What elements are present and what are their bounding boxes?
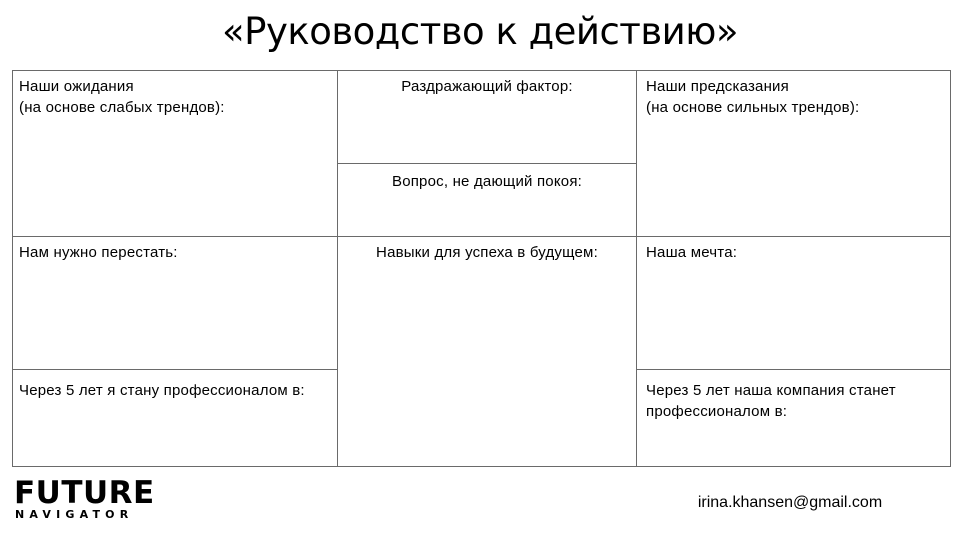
contact-email: irina.khansen@gmail.com (697, 494, 883, 511)
cell-skills: Навыки для успеха в будущем: (376, 244, 598, 261)
cell-question: Вопрос, не дающий покоя: (391, 173, 583, 190)
grid-divider-v2 (636, 70, 637, 467)
cell-company-5y-line1: Через 5 лет наша компания станет (646, 382, 896, 399)
grid-border-top (12, 70, 951, 71)
cell-expectations (19, 76, 225, 118)
cell-irritant: Раздражающий фактор: (401, 78, 573, 95)
cell-company-5y (646, 380, 896, 422)
cell-dream: Наша мечта: (646, 244, 738, 261)
cell-predictions-line1: Наши предсказания (646, 78, 789, 95)
grid-divider-h-question (337, 163, 637, 164)
grid-divider-h-right-lower (636, 369, 951, 370)
grid-divider-v1 (337, 70, 338, 467)
grid-border-bottom (12, 466, 951, 467)
logo-word: FUTURE (14, 475, 155, 511)
future-navigator-logo (14, 475, 155, 522)
cell-expectations-line2: (на основе слабых трендов): (19, 99, 225, 116)
cell-personal-5y: Через 5 лет я стану профессионалом в: (19, 382, 305, 399)
cell-predictions-line2: (на основе сильных трендов): (646, 99, 860, 116)
page-title: «Руководство к действию» (222, 10, 738, 53)
cell-company-5y-line2: профессионалом в: (646, 403, 788, 420)
cell-expectations-line1: Наши ожидания (19, 78, 134, 95)
cell-predictions (646, 76, 859, 118)
grid-divider-h-left-lower (12, 369, 338, 370)
cell-stop: Нам нужно перестать: (19, 244, 178, 261)
grid-divider-h-middle (12, 236, 951, 237)
grid-border-right (950, 70, 951, 467)
grid-border-left (12, 70, 13, 467)
logo-subtitle: NAVIGATOR (15, 508, 134, 521)
